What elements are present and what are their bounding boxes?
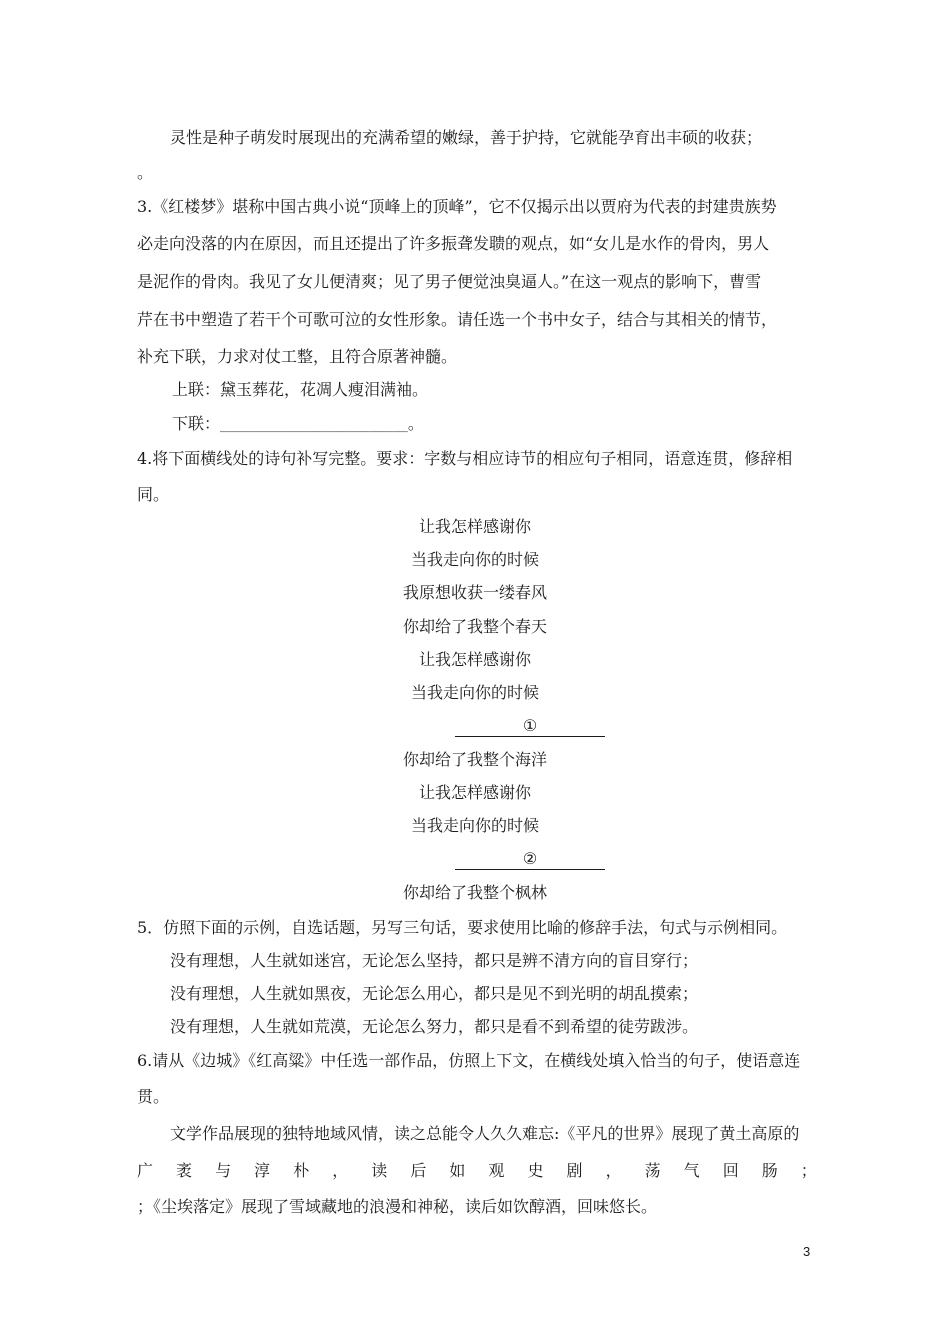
poem-blank-2: ②	[455, 848, 605, 870]
poem-line: 当我走向你的时候	[410, 816, 539, 835]
intro-line-1: 灵性是种子萌发时展现出的充满希望的嫩绿，善于护持，它就能孕育出丰硕的收获；	[170, 128, 763, 147]
spread-char: 肠	[761, 1161, 778, 1180]
q6-para-2-spread	[137, 1160, 817, 1182]
spread-char: 读	[371, 1161, 388, 1180]
q6-para-1: 文学作品展现的独特地域风情，读之总能令人久久难忘:《平凡的世界》展现了黄土高原的	[170, 1124, 800, 1143]
spread-char: 与	[215, 1161, 232, 1180]
lower-label: 下联：	[172, 414, 221, 433]
poem-line: 你却给了我整个春天	[402, 617, 547, 636]
spread-char: 如	[449, 1161, 466, 1180]
q5-example-2: 没有理想，人生就如黑夜，无论怎么用心，都只是见不到光明的胡乱摸索；	[170, 984, 699, 1003]
q3-line-5: 补充下联，力求对仗工整，且符合原著神髓。	[137, 347, 458, 366]
spread-char: 淳	[254, 1161, 271, 1180]
spread-char: 回	[722, 1161, 739, 1180]
q3-line-3: 是泥作的骨肉。我见了女儿便清爽；见了男子便觉浊臭逼人。”在这一观点的影响下，曹雪	[137, 272, 762, 291]
q4-line-2: 同。	[137, 485, 170, 504]
spread-char: 气	[683, 1161, 700, 1180]
poem-blank-1: ①	[455, 715, 605, 737]
poem-line: 你却给了我整个枫林	[402, 883, 547, 902]
q5-example-3: 没有理想，人生就如荒漠，无论怎么努力，都只是看不到希望的徒劳跋涉。	[170, 1017, 699, 1036]
poem-line: 让我怎样感谢你	[418, 650, 531, 669]
spread-char: 朴	[293, 1161, 310, 1180]
spread-char: 史	[527, 1161, 544, 1180]
q3-upper-couplet: 上联：黛玉葬花，花凋人瘦泪满袖。	[172, 380, 429, 399]
spread-char: ，	[605, 1161, 622, 1180]
poem-line: 我原想收获一缕春风	[402, 583, 547, 602]
spread-char: 广	[137, 1161, 154, 1180]
spread-char: 观	[488, 1161, 505, 1180]
spread-char: ；	[800, 1161, 817, 1180]
q3-line-2: 必走向没落的内在原因，而且还提出了许多振聋发聩的观点，如“女儿是水作的骨肉，男人	[137, 234, 770, 253]
q5-line-1: 5．仿照下面的示例，自选话题，另写三句话，要求使用比喻的修辞手法，句式与示例相同。	[137, 918, 788, 937]
spread-char: 袤	[176, 1161, 193, 1180]
spread-char: 后	[410, 1161, 427, 1180]
q3-lower-couplet	[172, 413, 424, 437]
lower-answer-blank: ________________________	[220, 418, 408, 433]
q4-line-1: 4.将下面横线处的诗句补写完整。要求：字数与相应诗节的相应句子相同，语意连贯，修辞相	[137, 449, 793, 468]
q5-example-1: 没有理想，人生就如迷宫，无论怎么坚持，都只是辨不清方向的盲目穿行；	[170, 951, 699, 970]
lower-end: 。	[407, 414, 424, 433]
spread-char: ，	[332, 1161, 349, 1180]
q3-line-4: 芹在书中塑造了若干个可歌可泣的女性形象。请任选一个书中女子，结合与其相关的情节，	[137, 310, 778, 329]
q6-para-3: ；《尘埃落定》展现了雪域藏地的浪漫和神秘，读后如饮醇酒，回味悠长。	[137, 1197, 658, 1216]
poem-line: 让我怎样感谢你	[418, 783, 531, 802]
spread-char: 剧	[566, 1161, 583, 1180]
q6-line-1: 6.请从《边城》《红高粱》中任选一部作品，仿照上下文，在横线处填入恰当的句子，使语意连	[137, 1051, 801, 1070]
q6-line-2: 贯。	[137, 1087, 170, 1106]
poem-line: 当我走向你的时候	[410, 550, 539, 569]
poem-line: 让我怎样感谢你	[418, 517, 531, 536]
poem-line: 你却给了我整个海洋	[402, 750, 547, 769]
page-number: 3	[803, 1244, 811, 1259]
q3-line-1: 3.《红楼梦》堪称中国古典小说“顶峰上的顶峰”，它不仅揭示出以贾府为代表的封建贵族势	[137, 197, 777, 216]
poem-line: 当我走向你的时候	[410, 683, 539, 702]
spread-char: 荡	[644, 1161, 661, 1180]
intro-line-2: 。	[137, 163, 154, 182]
